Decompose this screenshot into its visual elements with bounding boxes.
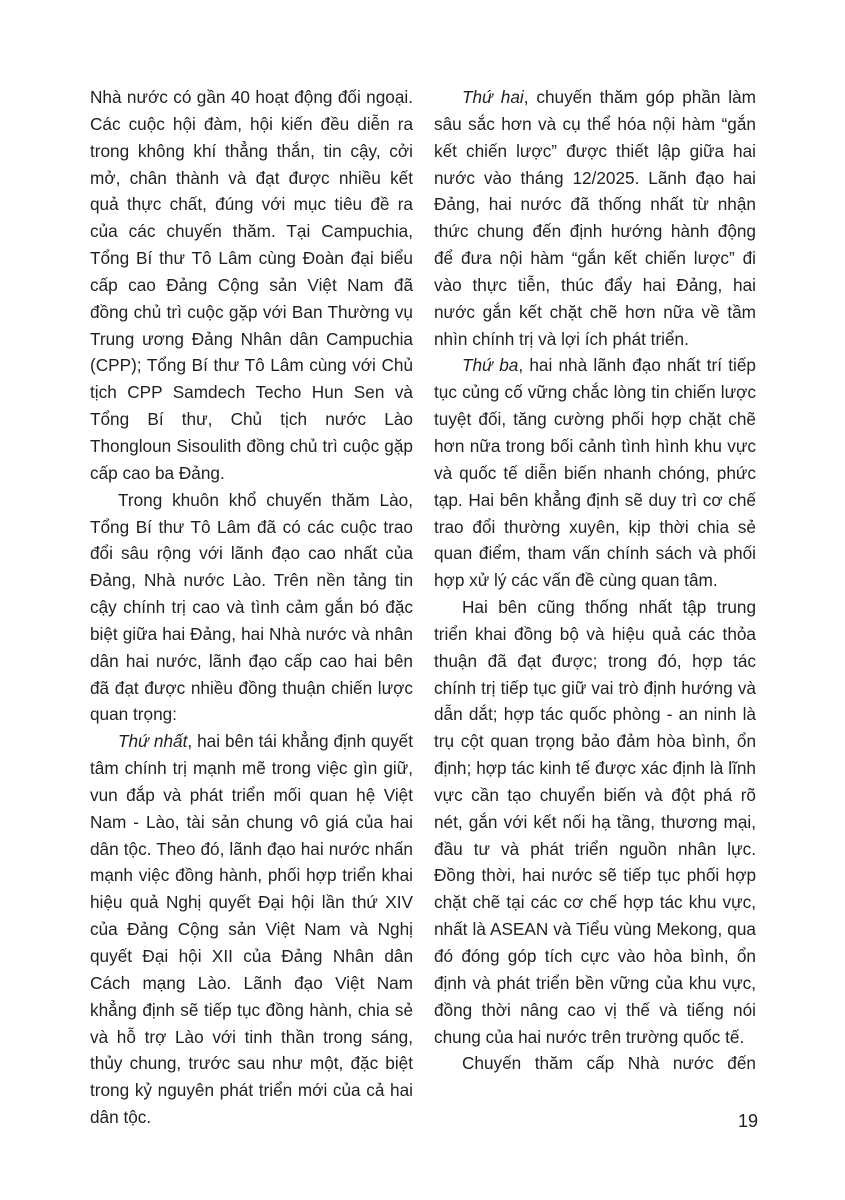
paragraph: [90, 728, 413, 1131]
paragraph-lead: Thứ ba: [462, 355, 519, 376]
left-column: [90, 84, 413, 1131]
paragraph-text: Hai bên cũng thống nhất tập trung triển khai đồng bộ và hiệu quả các thỏa thuận đã đạt được; trong đó, hợp tác chính trị tiếp tục giữ vai trò định hướng và dẫn dắt; hợp tác quốc phòng - an ninh là trụ cột quan trọng bảo đảm hòa bình, ổn định; hợp tác kinh tế được xác định là lĩnh vực cần tạo chuyển biến và đột phá rõ nét, gắn với kết nối hạ tầng, thương mại, đầu tư và phát triển nguồn nhân lực. Đồng thời, hai nước sẽ tiếp tục phối hợp chặt chẽ tại các cơ chế hợp tác khu vực, nhất là ASEAN và Tiểu vùng Mekong, qua đó đóng góp tích cực vào hòa bình, ổn định và phát triển bền vững của khu vực, đồng thời nâng cao vị thế và tiếng nói chung của hai nước trên trường quốc tế.: [434, 597, 756, 1047]
paragraph-text: Chuyến thăm cấp Nhà nước đến: [462, 1053, 756, 1074]
paragraph-text: Nhà nước có gần 40 hoạt động đối ngoại. Các cuộc hội đàm, hội kiến đều diễn ra trong không khí thẳng thắn, tin cậy, cởi mở, chân thành và đạt được nhiều kết quả thực chất, đúng với mục tiêu đề ra của các chuyến thăm. Tại Campuchia, Tổng Bí thư Tô Lâm cùng Đoàn đại biểu cấp cao Đảng Cộng sản Việt Nam đã đồng chủ trì cuộc gặp với Ban Thường vụ Trung ương Đảng Nhân dân Campuchia (CPP); Tổng Bí thư Tô Lâm cùng với Chủ tịch CPP Samdech Techo Hun Sen và Tổng Bí thư, Chủ tịch nước Lào Thongloun Sisoulith đồng chủ trì cuộc gặp cấp cao ba Đảng.: [90, 87, 413, 483]
paragraph-lead: Thứ nhất: [118, 731, 188, 752]
paragraph-text: Trong khuôn khổ chuyến thăm Lào, Tổng Bí thư Tô Lâm đã có các cuộc trao đổi sâu rộng với lãnh đạo cao nhất của Đảng, Nhà nước Lào. Trên nền tảng tin cậy chính trị cao và tình cảm gắn bó đặc biệt giữa hai Đảng, hai Nhà nước và nhân dân hai nước, lãnh đạo cấp cao hai bên đã đạt được nhiều đồng thuận chiến lược quan trọng:: [90, 489, 413, 725]
paragraph: [90, 84, 413, 487]
paragraph: [434, 594, 756, 1050]
paragraph-text: , chuyến thăm góp phần làm sâu sắc hơn và cụ thể hóa nội hàm “gắn kết chiến lược” được thiết lập giữa hai nước vào tháng 12/2025. Lãnh đạo hai Đảng, hai nước đã thống nhất từ nhận thức chung đến định hướng hành động để đưa nội hàm “gắn kết chiến lược” đi vào thực tiễn, thúc đẩy hai Đảng, hai nước gắn kết chặt chẽ hơn nữa về tầm nhìn chính trị và lợi ích phát triển.: [434, 87, 756, 349]
right-column: [434, 84, 756, 1077]
paragraph: [90, 487, 413, 729]
paragraph: [434, 1050, 756, 1077]
page-number: 19: [738, 1111, 759, 1131]
paragraph-lead: Thứ hai: [462, 87, 524, 107]
paragraph-text: , hai bên tái khẳng định quyết tâm chính trị mạnh mẽ trong việc gìn giữ, vun đắp và phát triển mối quan hệ Việt Nam - Lào, tài sản chung vô giá của hai dân tộc. Theo đó, lãnh đạo hai nước nhấn mạnh việc đồng hành, phối hợp triển khai hiệu quả Nghị quyết Đại hội lần thứ XIV của Đảng Cộng sản Việt Nam và Nghị quyết Đại hội XII của Đảng Nhân dân Cách mạng Lào. Lãnh đạo Việt Nam khẳng định sẽ tiếp tục đồng hành, chia sẻ và hỗ trợ Lào với tinh thần trong sáng, thủy chung, trước sau như một, đặc biệt trong kỷ nguyên phát triển mới của cả hai dân tộc.: [90, 731, 413, 1128]
paragraph: [434, 84, 756, 352]
paragraph: [434, 352, 756, 594]
paragraph-text: , hai nhà lãnh đạo nhất trí tiếp tục củng cố vững chắc lòng tin chiến lược tuyệt đối, tăng cường phối hợp chặt chẽ hơn nữa trong bối cảnh tình hình khu vực và quốc tế diễn biến nhanh chóng, phức tạp. Hai bên khẳng định sẽ duy trì cơ chế trao đổi thường xuyên, kịp thời chia sẻ quan điểm, tham vấn chính sách và phối hợp xử lý các vấn đề cùng quan tâm.: [434, 355, 756, 591]
